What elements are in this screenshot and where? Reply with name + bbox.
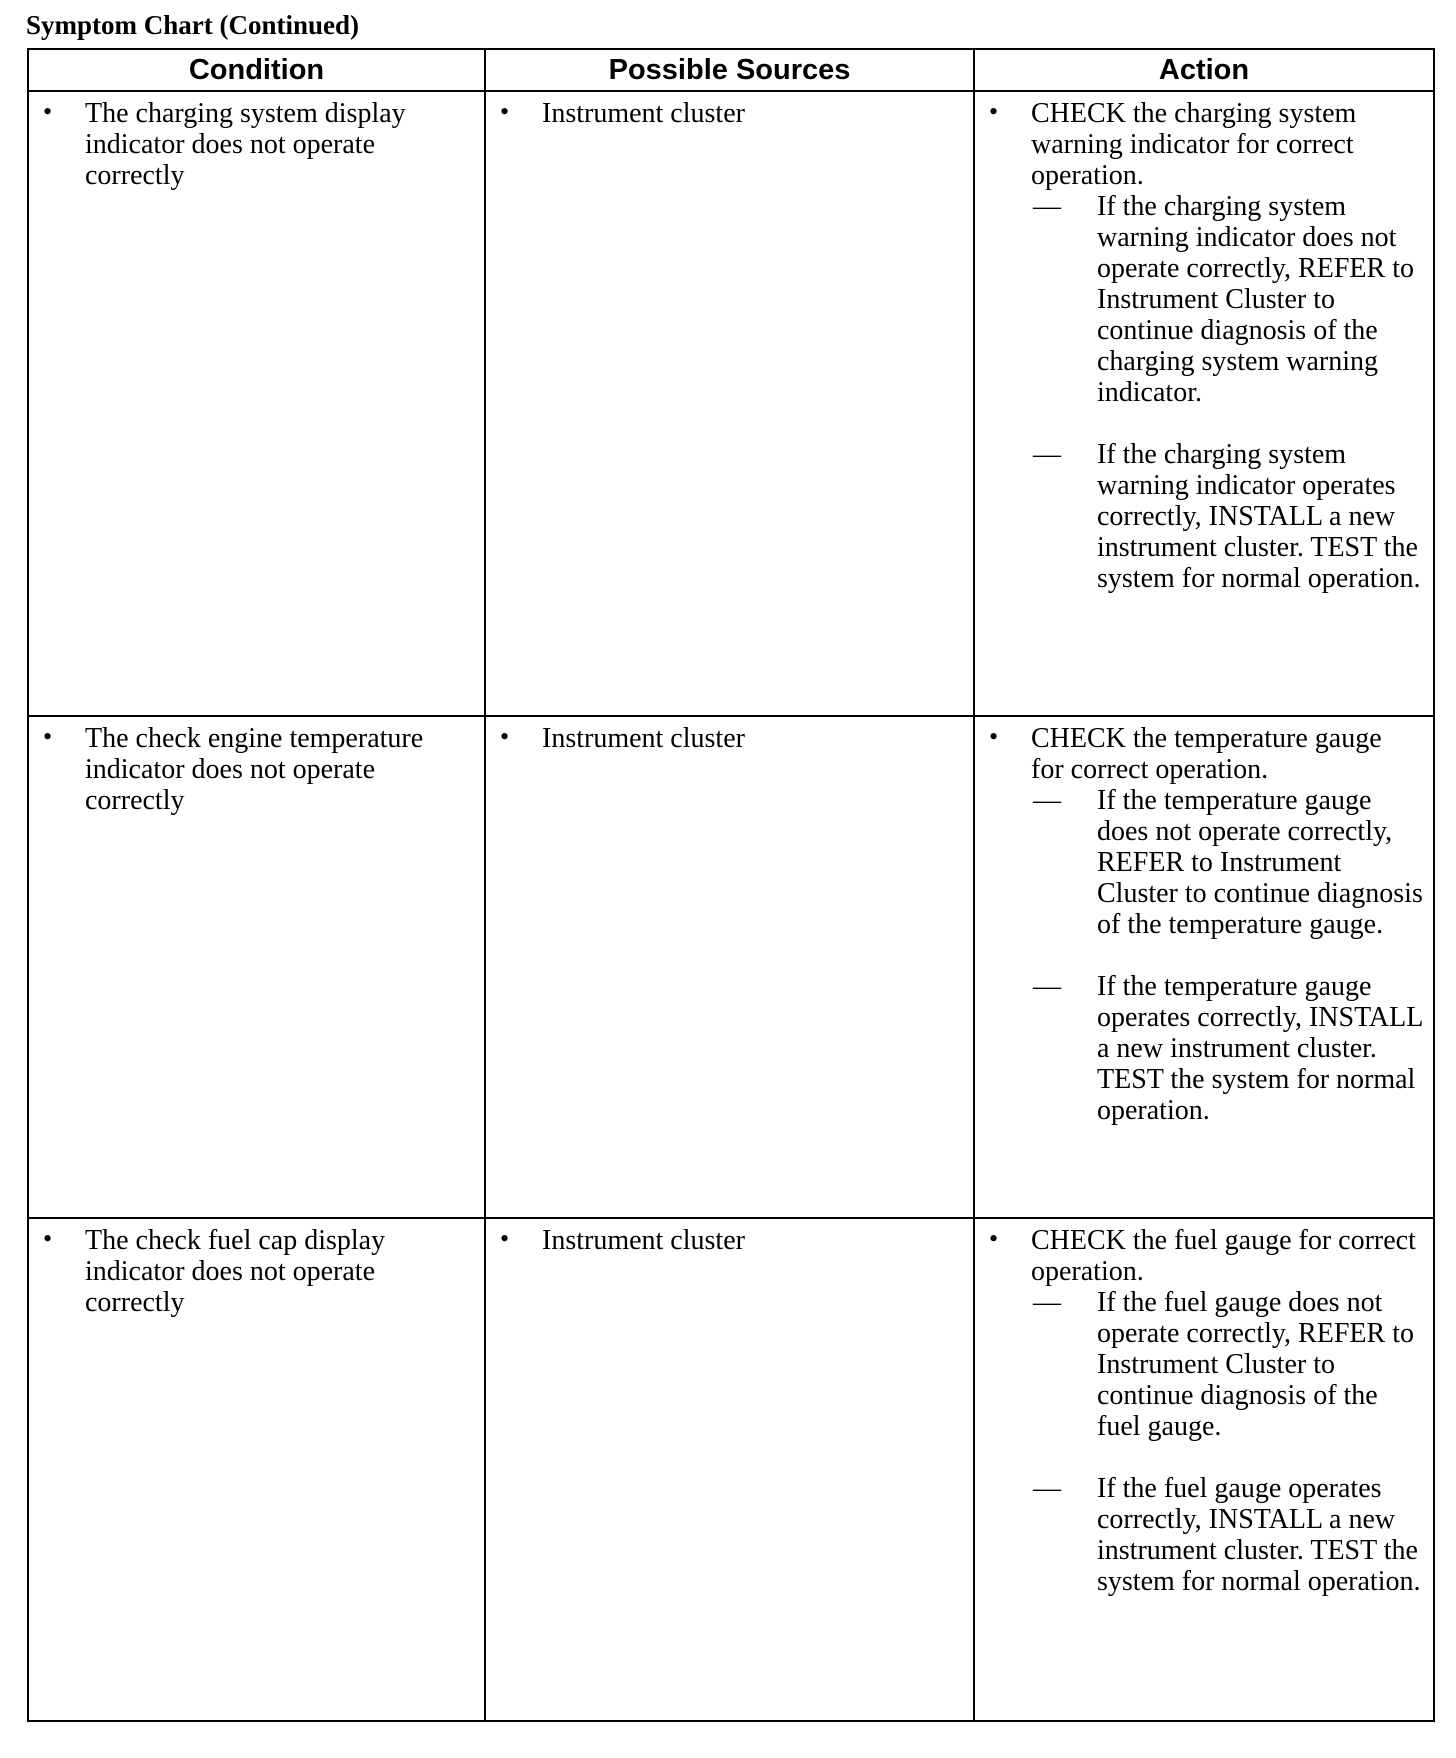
action-cell	[974, 1218, 1434, 1721]
action-sub-item	[975, 1287, 1433, 1442]
dash: —	[1033, 439, 1061, 470]
action-sub-item	[975, 439, 1433, 594]
action-sub-item	[975, 1473, 1433, 1597]
dash: —	[1033, 1287, 1061, 1318]
bullet: •	[500, 97, 510, 126]
column-header-condition: Condition	[28, 49, 485, 91]
bullet: •	[43, 722, 53, 751]
action-main-text: CHECK the charging system warning indicator for correct operation.	[1031, 98, 1357, 191]
action-main-text: CHECK the fuel gauge for correct operation.	[1031, 1225, 1416, 1287]
bullet: •	[500, 1224, 510, 1253]
possible-sources-cell	[485, 91, 974, 716]
action-sub-text: If the temperature gauge does not operate correctly, REFER to Instrument Cluster to continue diagnosis of the temperature gauge.	[1097, 785, 1423, 940]
bullet: •	[43, 97, 53, 126]
bullet: •	[989, 1224, 999, 1253]
bullet: •	[43, 1224, 53, 1253]
action-sub-text: If the fuel gauge does not operate correctly, REFER to Instrument Cluster to continue diagnosis of the fuel gauge.	[1097, 1287, 1414, 1442]
possible-sources-cell	[485, 716, 974, 1218]
bullet: •	[989, 722, 999, 751]
dash: —	[1033, 785, 1061, 816]
condition-cell	[28, 91, 485, 716]
action-sub-item	[975, 191, 1433, 408]
condition-text: The charging system display indicator does not operate correctly	[85, 98, 406, 191]
dash: —	[1033, 191, 1061, 222]
table-row	[28, 91, 1434, 716]
table-row	[28, 716, 1434, 1218]
page-title: Symptom Chart (Continued)	[26, 10, 360, 40]
action-main-text: CHECK the temperature gauge for correct operation.	[1031, 723, 1382, 785]
action-sub-text: If the temperature gauge operates correctly, INSTALL a new instrument cluster. TEST the system for normal operation.	[1097, 971, 1423, 1126]
dash: —	[1033, 1473, 1061, 1504]
dash: —	[1033, 971, 1061, 1002]
source-text: Instrument cluster	[542, 98, 745, 129]
action-sub-text: If the charging system warning indicator does not operate correctly, REFER to Instrument Cluster to continue diagnosis of the charging system warning indicator.	[1097, 191, 1414, 408]
symptom-chart-table	[27, 48, 1435, 1722]
possible-sources-cell	[485, 1218, 974, 1721]
source-text: Instrument cluster	[542, 723, 745, 754]
condition-cell	[28, 1218, 485, 1721]
column-header-possible-sources: Possible Sources	[485, 49, 974, 91]
bullet: •	[989, 97, 999, 126]
column-header-action: Action	[974, 49, 1434, 91]
table-row	[28, 1218, 1434, 1721]
action-sub-item	[975, 971, 1433, 1126]
table-header-row	[28, 49, 1434, 91]
action-sub-item	[975, 785, 1433, 940]
action-cell	[974, 716, 1434, 1218]
condition-cell	[28, 716, 485, 1218]
action-sub-text: If the fuel gauge operates correctly, INSTALL a new instrument cluster. TEST the system for normal operation.	[1097, 1473, 1421, 1597]
source-text: Instrument cluster	[542, 1225, 745, 1256]
action-cell	[974, 91, 1434, 716]
condition-text: The check fuel cap display indicator does not operate correctly	[85, 1225, 386, 1318]
bullet: •	[500, 722, 510, 751]
action-sub-text: If the charging system warning indicator operates correctly, INSTALL a new instrument cluster. TEST the system for normal operation.	[1097, 439, 1421, 594]
condition-text: The check engine temperature indicator does not operate correctly	[85, 723, 424, 816]
